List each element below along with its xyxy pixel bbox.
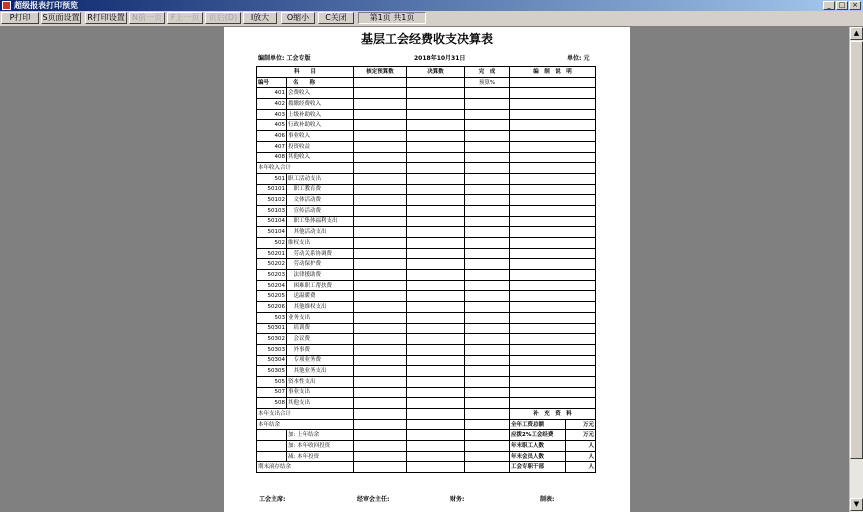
report-page (224, 27, 630, 512)
row-code: 50103 (257, 205, 287, 216)
cell (407, 238, 465, 249)
zoom-in-button[interactable]: I放大 (243, 12, 277, 24)
table-row (257, 302, 596, 313)
cell (465, 205, 510, 216)
cell (354, 334, 407, 345)
table-row (257, 323, 596, 334)
row-name: 其他业务支出 (287, 366, 354, 377)
row-code: 408 (257, 152, 287, 163)
cell (354, 184, 407, 195)
table-row (257, 398, 596, 409)
page-indicator: 第1页 共1页 (358, 12, 426, 24)
row-name: 宣传活动费 (287, 205, 354, 216)
cell (354, 291, 407, 302)
cell (354, 173, 407, 184)
cell (407, 77, 465, 88)
table-row (257, 173, 596, 184)
cell (354, 163, 407, 174)
cell (354, 77, 407, 88)
table-row (257, 344, 596, 355)
row-code: 50204 (257, 280, 287, 291)
row-code: 505 (257, 376, 287, 387)
cell (510, 323, 596, 334)
row-code: 50301 (257, 323, 287, 334)
header-code: 编号 (257, 77, 287, 88)
cell (465, 355, 510, 366)
cell (510, 302, 596, 313)
cell (407, 366, 465, 377)
cell (407, 163, 465, 174)
table-row (257, 131, 596, 142)
scroll-up-arrow-icon[interactable]: ▲ (850, 27, 863, 40)
row-name: 减: 本年投资 (287, 451, 354, 462)
row-code: 507 (257, 387, 287, 398)
cell (354, 152, 407, 163)
row-code: 401 (257, 88, 287, 99)
row-name: 事业收入 (287, 131, 354, 142)
cell (407, 205, 465, 216)
cell (407, 280, 465, 291)
cell (407, 216, 465, 227)
row-code: 50101 (257, 184, 287, 195)
cell (354, 270, 407, 281)
cell (354, 120, 407, 131)
cell (465, 312, 510, 323)
cell (407, 131, 465, 142)
cell (407, 184, 465, 195)
cell (465, 163, 510, 174)
row-code: 508 (257, 398, 287, 409)
row-name: 职工集体福利支出 (287, 216, 354, 227)
first-page-button[interactable]: N前一页 (129, 12, 165, 24)
table-row (257, 227, 596, 238)
cell (257, 441, 287, 452)
cell (354, 302, 407, 313)
cell (407, 355, 465, 366)
cell (354, 216, 407, 227)
cell (465, 270, 510, 281)
cell (354, 409, 407, 420)
row-name: 会议费 (287, 334, 354, 345)
cell (354, 398, 407, 409)
header-note: 编 制 说 明 (510, 67, 596, 78)
title-bar (0, 0, 863, 11)
cell (407, 195, 465, 206)
close-button[interactable]: C关闭 (318, 12, 354, 24)
unit-label: 编制单位: 工会专版 (258, 55, 311, 62)
cell (510, 398, 596, 409)
row-code: 50203 (257, 270, 287, 281)
row-name: 困难职工帮扶费 (287, 280, 354, 291)
table-row (257, 387, 596, 398)
window-title: 超级报表打印预览 (14, 1, 78, 10)
zoom-out-button[interactable]: O缩小 (281, 12, 315, 24)
header-actual: 决算数 (407, 67, 465, 78)
cell (354, 462, 407, 473)
table-row (257, 270, 596, 281)
cell (354, 376, 407, 387)
row-name: 劳动关系协调费 (287, 248, 354, 259)
cell (510, 77, 596, 88)
row-name: 职工教育费 (287, 184, 354, 195)
cell (510, 312, 596, 323)
cell (407, 141, 465, 152)
table-row (257, 376, 596, 387)
row-name: 劳动保护费 (287, 259, 354, 270)
supplement-label: 年末会员人数 (510, 451, 566, 462)
cell (510, 141, 596, 152)
cell (354, 387, 407, 398)
row-code: 50202 (257, 259, 287, 270)
cell (510, 99, 596, 110)
table-row (257, 88, 596, 99)
row-name: 业务支出 (287, 312, 354, 323)
supplement-unit: 人 (566, 441, 596, 452)
app-icon (2, 1, 11, 10)
row-name: 资本性支出 (287, 376, 354, 387)
cell (510, 205, 596, 216)
supplement-label: 全年工资总额 (510, 419, 566, 430)
cell (407, 99, 465, 110)
cell (465, 184, 510, 195)
table-row (257, 248, 596, 259)
table-row (257, 259, 596, 270)
table-row (257, 99, 596, 110)
row-name: 其他维权支出 (287, 302, 354, 313)
cell (465, 259, 510, 270)
table-row (257, 419, 596, 430)
row-name: 加: 上年结余 (287, 430, 354, 441)
cell (407, 270, 465, 281)
cell (407, 259, 465, 270)
cell (465, 238, 510, 249)
row-name: 专项业务费 (287, 355, 354, 366)
row-code: 50206 (257, 302, 287, 313)
cell (510, 355, 596, 366)
cell (465, 462, 510, 473)
cell (354, 280, 407, 291)
row-code: 406 (257, 131, 287, 142)
cell (407, 302, 465, 313)
table-row (257, 430, 596, 441)
cell (407, 323, 465, 334)
row-code: 50205 (257, 291, 287, 302)
cell (407, 462, 465, 473)
cell (510, 216, 596, 227)
cell (354, 109, 407, 120)
next-page-button[interactable]: 页后(D) (205, 12, 241, 24)
cell (407, 334, 465, 345)
table-row (257, 195, 596, 206)
supplement-label: 工会专职干部 (510, 462, 566, 473)
cell (510, 248, 596, 259)
cell (510, 259, 596, 270)
header-pct: 预算% (465, 77, 510, 88)
table-row (257, 216, 596, 227)
row-name: 维权支出 (287, 238, 354, 249)
supplement-unit: 人 (566, 462, 596, 473)
row-name: 培训费 (287, 323, 354, 334)
cell (465, 173, 510, 184)
cell (510, 344, 596, 355)
cell (354, 248, 407, 259)
cell (510, 227, 596, 238)
cell (465, 152, 510, 163)
minimize-button[interactable]: _ (823, 1, 835, 10)
cell (465, 419, 510, 430)
cell (465, 398, 510, 409)
cell (354, 366, 407, 377)
row-code: 50201 (257, 248, 287, 259)
row-code: 50303 (257, 344, 287, 355)
cell (510, 270, 596, 281)
row-code: 50305 (257, 366, 287, 377)
cell (354, 355, 407, 366)
cell (510, 184, 596, 195)
row-code: 407 (257, 141, 287, 152)
cell (407, 344, 465, 355)
table-row (257, 152, 596, 163)
cell (407, 409, 465, 420)
row-code: 502 (257, 238, 287, 249)
cell (354, 99, 407, 110)
cell (407, 419, 465, 430)
cell (510, 173, 596, 184)
cell (354, 131, 407, 142)
row-code: 50102 (257, 195, 287, 206)
cell (465, 334, 510, 345)
table-row (257, 312, 596, 323)
table-row (257, 120, 596, 131)
scrollbar-thumb[interactable] (850, 41, 863, 459)
cell (465, 216, 510, 227)
row-name: 会费收入 (287, 88, 354, 99)
row-name: 法律援助费 (287, 270, 354, 281)
cell (465, 99, 510, 110)
row-code: 50104 (257, 227, 287, 238)
cell (407, 152, 465, 163)
cell (465, 131, 510, 142)
cell (510, 163, 596, 174)
row-name: 文体活动费 (287, 195, 354, 206)
cell (465, 195, 510, 206)
cell (465, 344, 510, 355)
table-row (257, 366, 596, 377)
row-name: 事业支出 (287, 387, 354, 398)
table-row (257, 109, 596, 120)
cell (465, 430, 510, 441)
table-row (257, 163, 596, 174)
cell (354, 259, 407, 270)
row-code: 405 (257, 120, 287, 131)
cell (407, 441, 465, 452)
cell (407, 398, 465, 409)
row-code: 50302 (257, 334, 287, 345)
vertical-scrollbar[interactable] (849, 27, 863, 512)
table-header-row (257, 67, 596, 78)
cell (407, 173, 465, 184)
row-name: 其他收入 (287, 152, 354, 163)
row-code: 503 (257, 312, 287, 323)
cell (354, 312, 407, 323)
cell (465, 387, 510, 398)
cell (257, 430, 287, 441)
header-complete: 完 成 (465, 67, 510, 78)
cell (354, 227, 407, 238)
report-date: 2018年10月31日 (414, 55, 466, 62)
row-name: 投资收益 (287, 141, 354, 152)
cell (510, 120, 596, 131)
table-row (257, 141, 596, 152)
cell (465, 280, 510, 291)
close-window-button[interactable]: × (849, 1, 861, 10)
cell (407, 451, 465, 462)
supplement-unit: 万元 (566, 419, 596, 430)
cell (407, 312, 465, 323)
row-name: 职工活动支出 (287, 173, 354, 184)
cell (465, 323, 510, 334)
cell (407, 109, 465, 120)
cell (510, 238, 596, 249)
cell (510, 88, 596, 99)
row-name: 拨缴经费收入 (287, 99, 354, 110)
row-name: 本年结余 (257, 419, 354, 430)
supplement-label: 应拨2%工会经费 (510, 430, 566, 441)
cell (510, 366, 596, 377)
cell (465, 409, 510, 420)
toolbar (0, 11, 863, 27)
cell (510, 334, 596, 345)
header-name: 名 称 (287, 77, 354, 88)
cell (510, 376, 596, 387)
row-code: 50304 (257, 355, 287, 366)
cell (465, 366, 510, 377)
cell (465, 248, 510, 259)
prev-page-button[interactable]: F上一页 (167, 12, 203, 24)
table-row (257, 441, 596, 452)
row-name: 其他支出 (287, 398, 354, 409)
supplement-title: 补 充 资 料 (510, 409, 596, 420)
supplement-label: 年末职工人数 (510, 441, 566, 452)
supplement-unit: 万元 (566, 430, 596, 441)
table-subheader-row (257, 77, 596, 88)
cell (407, 291, 465, 302)
cell (407, 248, 465, 259)
cell (510, 195, 596, 206)
cell (354, 238, 407, 249)
maximize-button[interactable]: □ (836, 1, 848, 10)
cell (465, 227, 510, 238)
row-name: 加: 本年收回投资 (287, 441, 354, 452)
table-row (257, 280, 596, 291)
sign-audit: 经审会主任: (357, 496, 390, 503)
cell (510, 131, 596, 142)
table-row (257, 238, 596, 249)
row-name: 本年支出合计 (257, 409, 354, 420)
cell (354, 419, 407, 430)
cell (407, 387, 465, 398)
cell (407, 120, 465, 131)
cell (354, 441, 407, 452)
cell (407, 227, 465, 238)
cell (510, 109, 596, 120)
cell (354, 323, 407, 334)
row-code: 402 (257, 99, 287, 110)
print-setup-button[interactable]: R打印设置 (85, 12, 127, 24)
row-name: 期末滚存结余 (257, 462, 354, 473)
cell (354, 430, 407, 441)
cell (510, 280, 596, 291)
cell (465, 109, 510, 120)
row-name: 送温暖费 (287, 291, 354, 302)
cell (465, 120, 510, 131)
cell (354, 205, 407, 216)
row-name: 外事费 (287, 344, 354, 355)
row-code: 403 (257, 109, 287, 120)
cell (407, 88, 465, 99)
cell (354, 344, 407, 355)
table-row (257, 334, 596, 345)
cell (465, 291, 510, 302)
row-name: 上级补助收入 (287, 109, 354, 120)
cell (465, 141, 510, 152)
cell (510, 387, 596, 398)
supplement-unit: 人 (566, 451, 596, 462)
print-button[interactable]: P打印 (1, 12, 39, 24)
table-row (257, 205, 596, 216)
cell (465, 88, 510, 99)
currency-label: 单位: 元 (567, 55, 590, 62)
cell (354, 88, 407, 99)
cell (465, 441, 510, 452)
sign-preparer: 制表: (540, 496, 555, 503)
sign-finance: 财务: (450, 496, 465, 503)
table-row (257, 184, 596, 195)
table-row (257, 462, 596, 473)
cell (510, 152, 596, 163)
cell (407, 376, 465, 387)
cell (465, 302, 510, 313)
page-setup-button[interactable]: S页面设置 (42, 13, 80, 22)
cell (257, 451, 287, 462)
table-row (257, 355, 596, 366)
cell (354, 141, 407, 152)
table-row (257, 451, 596, 462)
cell (407, 430, 465, 441)
header-subject: 科 目 (257, 67, 354, 78)
scroll-down-arrow-icon[interactable]: ▼ (850, 498, 863, 511)
table-row (257, 409, 596, 420)
row-code: 501 (257, 173, 287, 184)
row-code: 50104 (257, 216, 287, 227)
cell (354, 451, 407, 462)
table-row (257, 291, 596, 302)
cell (465, 451, 510, 462)
cell (465, 376, 510, 387)
cell (354, 195, 407, 206)
row-name: 其他活动支出 (287, 227, 354, 238)
header-approved: 核定预算数 (354, 67, 407, 78)
row-name: 行政补助收入 (287, 120, 354, 131)
row-name: 本年收入合计 (257, 163, 354, 174)
report-table (256, 66, 596, 473)
sign-chair: 工会主席: (259, 496, 286, 503)
report-title: 基层工会经费收支决算表 (360, 32, 493, 46)
cell (510, 291, 596, 302)
